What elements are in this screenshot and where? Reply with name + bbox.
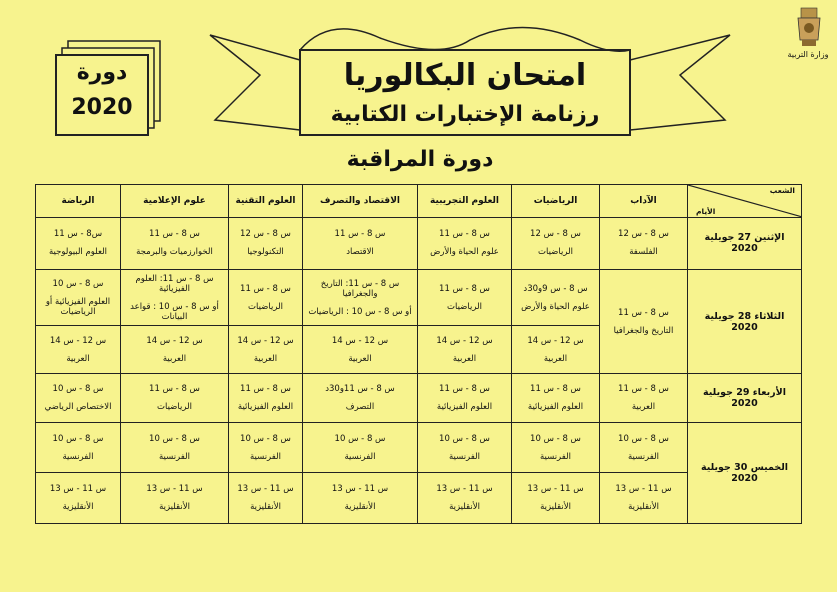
exam-subject: العربية xyxy=(162,353,187,364)
exam-subject: الأنقليزية xyxy=(250,502,281,513)
exam-subject: التصرف xyxy=(345,402,375,413)
exam-cell xyxy=(303,270,418,326)
exam-cell xyxy=(600,473,688,524)
exam-cell xyxy=(600,374,688,422)
exam-subject: أو س 8 - س 10 : الرياضيات xyxy=(308,306,412,317)
day-cell: الأربعاء 29 جويلية 2020 xyxy=(688,374,802,422)
table-row xyxy=(36,422,802,473)
exam-time: س 11 - س 13 xyxy=(49,484,107,495)
exam-time: س 8 - س 10 xyxy=(618,433,669,444)
day-cell: الخميس 30 جويلية 2020 xyxy=(688,422,802,523)
day-cell: الإثنين 27 جويلية 2020 xyxy=(688,217,802,270)
exam-time: س 11 - س 13 xyxy=(237,484,294,495)
exam-cell xyxy=(512,270,600,326)
exam-cell xyxy=(121,374,229,422)
exam-subject: الفلسفة xyxy=(629,247,658,258)
exam-subject: الفرنسية xyxy=(539,451,571,462)
table-row xyxy=(36,270,802,326)
exam-subject: الفرنسية xyxy=(627,451,659,462)
exam-time: س 8 - س 12 xyxy=(530,229,581,240)
column-header: الآداب xyxy=(600,185,688,218)
exam-cell xyxy=(121,270,229,326)
exam-subject: الأنقليزية xyxy=(344,502,376,513)
exam-time: س 12 - س 14 xyxy=(331,335,389,346)
table-row xyxy=(36,217,802,270)
exam-cell xyxy=(512,422,600,473)
exam-cell xyxy=(303,422,418,473)
exam-subject: العلوم الفيزيائية xyxy=(527,402,584,413)
exam-cell xyxy=(121,422,229,473)
exam-subject: العلوم الفيزيائية xyxy=(436,402,493,413)
session-label: دورة xyxy=(76,60,128,85)
exam-cell xyxy=(418,326,512,374)
exam-cell xyxy=(418,217,512,270)
exam-time: س 8 - س 11و30د xyxy=(325,384,395,395)
exam-time: س 8 - س 12 xyxy=(240,229,291,240)
exam-cell xyxy=(229,326,303,374)
corner-branches-label: الشعب xyxy=(769,186,795,195)
exam-cell xyxy=(121,217,229,270)
exam-subject: علوم الحياة والأرض xyxy=(521,301,590,312)
exam-time: س 8 - س 10 xyxy=(530,433,581,444)
table-header-row xyxy=(36,185,802,218)
exam-time: س 8 - س 10 xyxy=(439,433,490,444)
exam-cell xyxy=(36,326,121,374)
session-year: 2020 xyxy=(71,95,133,120)
exam-subject: الفرنسية xyxy=(62,451,94,462)
exam-time: س 8 - س 10 xyxy=(149,433,200,444)
exam-subject: الفرنسية xyxy=(158,451,190,462)
exam-time: س 8 - س 11: التاريخ والجغرافيا xyxy=(320,278,400,299)
exam-cell xyxy=(229,473,303,524)
exam-cell xyxy=(512,473,600,524)
exam-time: س 8 - س 10 xyxy=(52,278,104,289)
exam-cell xyxy=(303,217,418,270)
column-header: علوم الإعلامية xyxy=(121,185,229,218)
exam-time: س 8 - س 11 xyxy=(240,283,291,294)
control-session-title: دورة المراقبة xyxy=(346,147,494,172)
ministry-emblem-icon xyxy=(788,2,830,54)
exam-subject: الأنقليزية xyxy=(628,502,659,513)
exam-subject: الأنقليزية xyxy=(449,502,480,513)
exam-cell xyxy=(121,326,229,374)
exam-cell xyxy=(600,422,688,473)
exam-subject: الأنقليزية xyxy=(62,502,94,513)
exam-subject: الخوارزميات والبرمجة xyxy=(136,247,213,258)
exam-cell xyxy=(418,374,512,422)
exam-time: س 8 - س 11 xyxy=(618,307,669,318)
exam-title: امتحان البكالوريا xyxy=(343,58,587,93)
exam-cell xyxy=(36,422,121,473)
exam-cell xyxy=(512,374,600,422)
exam-cell xyxy=(229,270,303,326)
exam-subject: العربية xyxy=(348,353,372,364)
column-header: الرياضيات xyxy=(512,185,600,218)
exam-time: س 8 - س 11 xyxy=(530,384,581,395)
table-row xyxy=(36,374,802,422)
exam-subject: الأنقليزية xyxy=(540,502,571,513)
exam-cell xyxy=(229,374,303,422)
column-header: الاقتصاد والتصرف xyxy=(303,185,418,218)
exam-schedule-table xyxy=(35,184,802,524)
exam-subject: الأنقليزية xyxy=(159,502,190,513)
exam-subject: العلوم البيولوجية xyxy=(48,247,108,258)
exam-cell xyxy=(36,217,121,270)
exam-subject: العربية xyxy=(452,353,477,364)
exam-time: س8 - س 11 xyxy=(53,229,103,240)
day-cell: الثلاثاء 28 جويلية 2020 xyxy=(688,270,802,374)
exam-cell xyxy=(418,270,512,326)
exam-subject: العربية xyxy=(543,353,568,364)
exam-time: س 8 - س 10 xyxy=(334,433,386,444)
exam-time: س 11 - س 13 xyxy=(436,484,493,495)
exam-time: س 12 - س 14 xyxy=(146,335,203,346)
table-row xyxy=(36,473,802,524)
column-header: الرياضة xyxy=(36,185,121,218)
exam-time: س 8 - س 11 xyxy=(439,384,490,395)
exam-cell xyxy=(121,473,229,524)
exam-subject: الرياضيات xyxy=(447,301,482,312)
exam-cell xyxy=(229,422,303,473)
exam-subject: العربية xyxy=(253,353,278,364)
exam-subject: العلوم الفيزيائية أو الرياضيات xyxy=(45,296,111,317)
exam-cell xyxy=(303,473,418,524)
exam-subtitle: رزنامة الإختبارات الكتابية xyxy=(330,102,600,127)
exam-time: س 8 - س 11 xyxy=(149,229,200,240)
exam-cell xyxy=(418,422,512,473)
exam-time: س 12 - س 14 xyxy=(237,335,294,346)
column-header: العلوم التقنية xyxy=(229,185,303,218)
exam-time: س 8 - س 10 xyxy=(52,433,104,444)
exam-time: س 11 - س 13 xyxy=(527,484,584,495)
exam-subject: أو س 8 - س 10 : قواعد البيانات xyxy=(130,301,219,322)
exam-time: س 8 - س 11 xyxy=(439,283,490,294)
exam-subject: الرياضيات xyxy=(157,402,192,413)
exam-cell xyxy=(36,374,121,422)
exam-subject: الرياضيات xyxy=(538,247,573,258)
exam-cell xyxy=(418,473,512,524)
exam-time: س 8 - س 11: العلوم الفيزيائية xyxy=(135,273,214,294)
exam-subject: الفرنسية xyxy=(344,451,376,462)
exam-time: س 8 - س 11 xyxy=(149,384,200,395)
exam-subject: العلوم الفيزيائية xyxy=(237,402,294,413)
exam-time: س 11 - س 13 xyxy=(331,484,389,495)
exam-subject: التكنولوجيا xyxy=(247,247,284,258)
ministry-name: وزارة التربية xyxy=(787,50,829,59)
exam-subject: الفرنسية xyxy=(249,451,281,462)
exam-subject: الرياضيات xyxy=(248,301,283,312)
exam-time: س 8 - س 9و30د xyxy=(523,283,588,294)
exam-cell xyxy=(229,217,303,270)
exam-cell xyxy=(36,270,121,326)
exam-time: س 8 - س 11 xyxy=(240,384,291,395)
column-header: العلوم التجريبية xyxy=(418,185,512,218)
exam-subject: العربية xyxy=(631,402,656,413)
exam-time: س 8 - س 10 xyxy=(240,433,291,444)
exam-subject: التاريخ والجغرافيا xyxy=(613,325,674,336)
exam-time: س 12 - س 14 xyxy=(436,335,493,346)
exam-subject: علوم الحياة والأرض xyxy=(430,247,499,258)
exam-cell xyxy=(600,270,688,374)
exam-time: س 8 - س 12 xyxy=(618,229,669,240)
corner-days-label: الأيام xyxy=(696,206,716,216)
exam-cell xyxy=(36,473,121,524)
exam-time: س 12 - س 14 xyxy=(527,335,584,346)
exam-subject: الاختصاص الرياضي xyxy=(44,402,112,413)
exam-time: س 8 - س 11 xyxy=(439,229,490,240)
exam-time: س 8 - س 11 xyxy=(618,384,669,395)
exam-time: س 12 - س 14 xyxy=(49,335,107,346)
exam-time: س 8 - س 10 xyxy=(52,384,104,395)
exam-subject: الاقتصاد xyxy=(346,247,374,258)
exam-cell xyxy=(303,326,418,374)
exam-cell xyxy=(512,326,600,374)
exam-subject: العربية xyxy=(66,353,90,364)
corner-header-cell xyxy=(688,185,802,218)
exam-time: س 11 - س 13 xyxy=(615,484,672,495)
exam-subject: الفرنسية xyxy=(448,451,480,462)
exam-cell xyxy=(600,217,688,270)
exam-cell xyxy=(512,217,600,270)
exam-time: س 8 - س 11 xyxy=(334,229,386,240)
exam-time: س 11 - س 13 xyxy=(146,484,203,495)
exam-cell xyxy=(303,374,418,422)
